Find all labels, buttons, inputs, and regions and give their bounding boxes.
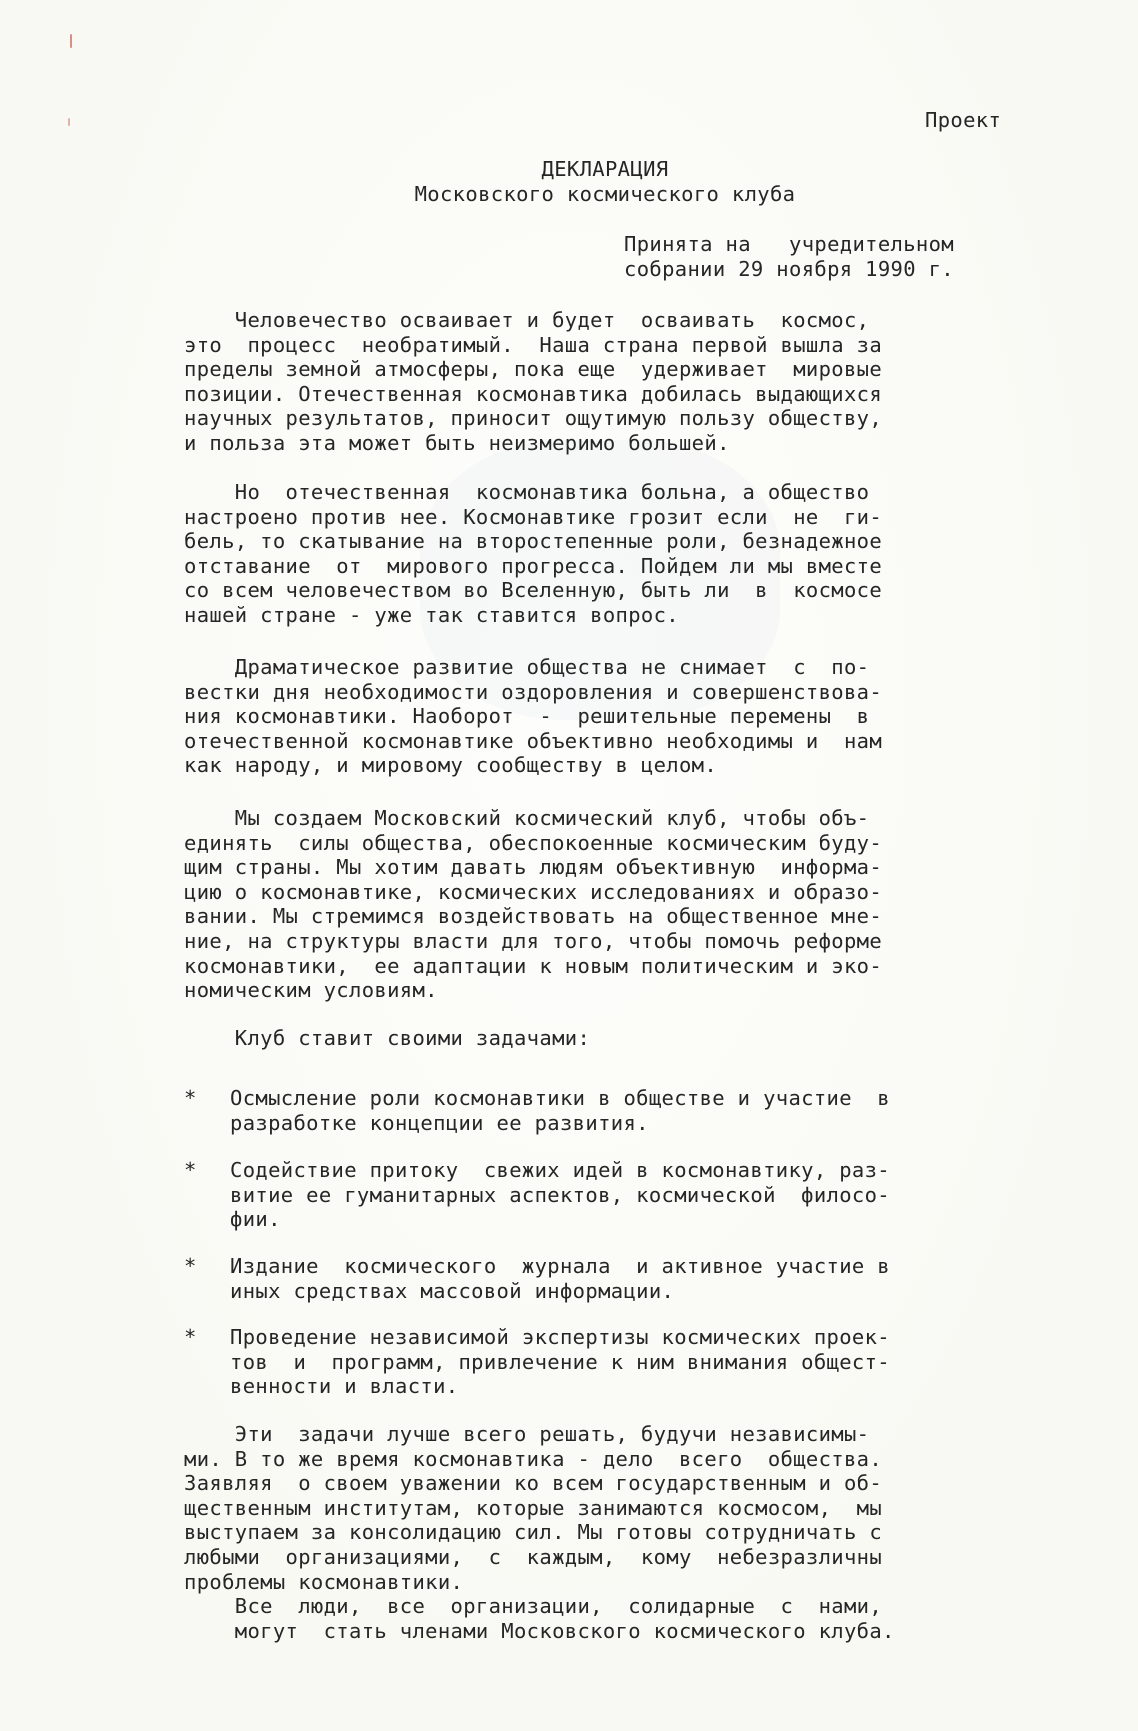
task-line: Проведение независимой экспертизы космических проек- xyxy=(230,1325,890,1349)
paragraph-line: космонавтики, ее адаптации к новым политическим и эко- xyxy=(184,953,883,978)
paragraph-line: позиции. Отечественная космонавтика добилась выдающихся xyxy=(184,381,883,406)
task-bullet: * xyxy=(184,1325,197,1349)
paragraph-line: Клуб ставит своими задачами: xyxy=(184,1026,591,1050)
paragraph-line: и польза эта может быть неизмеримо большей. xyxy=(184,431,730,455)
paragraph-line: вестки дня необходимости оздоровления и совершенствова- xyxy=(184,679,883,704)
paragraph-line: единять силы общества, обеспокоенные космическим буду- xyxy=(184,830,883,855)
closing-line: Все люди, все организации, солидарные с нами, xyxy=(184,1594,883,1618)
closing-line: любыми организациями, с каждым, кому небезразличны xyxy=(184,1545,883,1569)
paragraph-line: Человечество осваивает и будет осваивать космос, xyxy=(184,308,870,332)
paragraph-line: Драматическое развитие общества не снимает с по- xyxy=(184,655,870,679)
adoption-note-line-1: Принята на учредительном xyxy=(624,232,954,256)
paragraph-line: со всем человечеством во Вселенную, быть ли в космосе xyxy=(184,578,883,603)
paragraph-line: цию о космонавтике, космических исследованиях и образо- xyxy=(184,879,883,904)
paragraph-line: щим страны. Мы хотим давать людям объективную информа- xyxy=(184,855,883,880)
task-line: Осмысление роли космонавтики в обществе и участие в xyxy=(230,1086,890,1110)
margin-mark xyxy=(68,118,70,126)
task-line: Содействие притоку свежих идей в космонавтику, раз- xyxy=(230,1158,890,1182)
document-status: Проект xyxy=(925,108,1002,132)
paragraph-line: настроено против нее. Космонавтике грозит если не ги- xyxy=(184,504,883,529)
paragraph-line: нашей стране - уже так ставится вопрос. xyxy=(184,603,679,627)
paragraph-line: бель, то скатывание на второстепенные роли, безнадежное xyxy=(184,529,883,554)
closing-line: Заявляя о своем уважении ко всем государственным и об- xyxy=(184,1471,883,1496)
paragraph-line: это процесс необратимый. Наша страна первой вышла за xyxy=(184,332,883,357)
document-subtitle: Московского космического клуба xyxy=(414,182,796,206)
task-line: венности и власти. xyxy=(230,1374,459,1399)
margin-mark xyxy=(70,34,72,48)
task-line: витие ее гуманитарных аспектов, космической филосо- xyxy=(230,1182,890,1207)
adoption-note-line-2: собрании 29 ноября 1990 г. xyxy=(624,257,954,281)
paragraph-line: Мы создаем Московский космический клуб, чтобы объ- xyxy=(184,806,870,830)
paragraph-line: Но отечественная космонавтика больна, а общество xyxy=(184,480,870,504)
paragraph-line: пределы земной атмосферы, пока еще удерживает мировые xyxy=(184,357,883,382)
paragraph-line: научных результатов, приносит ощутимую пользу обществу, xyxy=(184,406,883,431)
paragraph-line: ние, на структуры власти для того, чтобы помочь реформе xyxy=(184,929,883,953)
task-bullet: * xyxy=(184,1254,197,1278)
task-line: иных средствах массовой информации. xyxy=(230,1278,675,1303)
closing-line: ми. В то же время космонавтика - дело всего общества. xyxy=(184,1446,883,1471)
task-line: тов и программ, привлечение к ним внимания общест- xyxy=(230,1349,890,1374)
closing-line: щественным институтам, которые занимаются космосом, мы xyxy=(184,1495,883,1520)
document-title: ДЕКЛАРАЦИЯ xyxy=(541,157,669,181)
task-line: разработке концепции ее развития. xyxy=(230,1110,649,1135)
paragraph-line: ния космонавтики. Наоборот - решительные перемены в xyxy=(184,704,870,729)
paragraph-line: отставание от мирового прогресса. Пойдем ли мы вместе xyxy=(184,553,883,578)
task-line: Издание космического журнала и активное участие в xyxy=(230,1254,890,1278)
closing-line: выступаем за консолидацию сил. Мы готовы сотрудничать с xyxy=(184,1520,883,1545)
paragraph-line: как народу, и мировому сообществу в целом. xyxy=(184,753,718,778)
task-bullet: * xyxy=(184,1158,197,1182)
task-bullet: * xyxy=(184,1086,197,1110)
paragraph-line: вании. Мы стремимся воздействовать на общественное мне- xyxy=(184,904,883,929)
paragraph-line: номическим условиям. xyxy=(184,978,438,1003)
closing-line: Эти задачи лучше всего решать, будучи независимы- xyxy=(184,1422,870,1446)
closing-line: проблемы космонавтики. xyxy=(184,1569,464,1594)
closing-line: могут стать членами Московского космического клуба. xyxy=(184,1618,895,1643)
paragraph-line: отечественной космонавтике объективно необходимы и нам xyxy=(184,728,883,753)
task-line: фии. xyxy=(230,1207,281,1232)
